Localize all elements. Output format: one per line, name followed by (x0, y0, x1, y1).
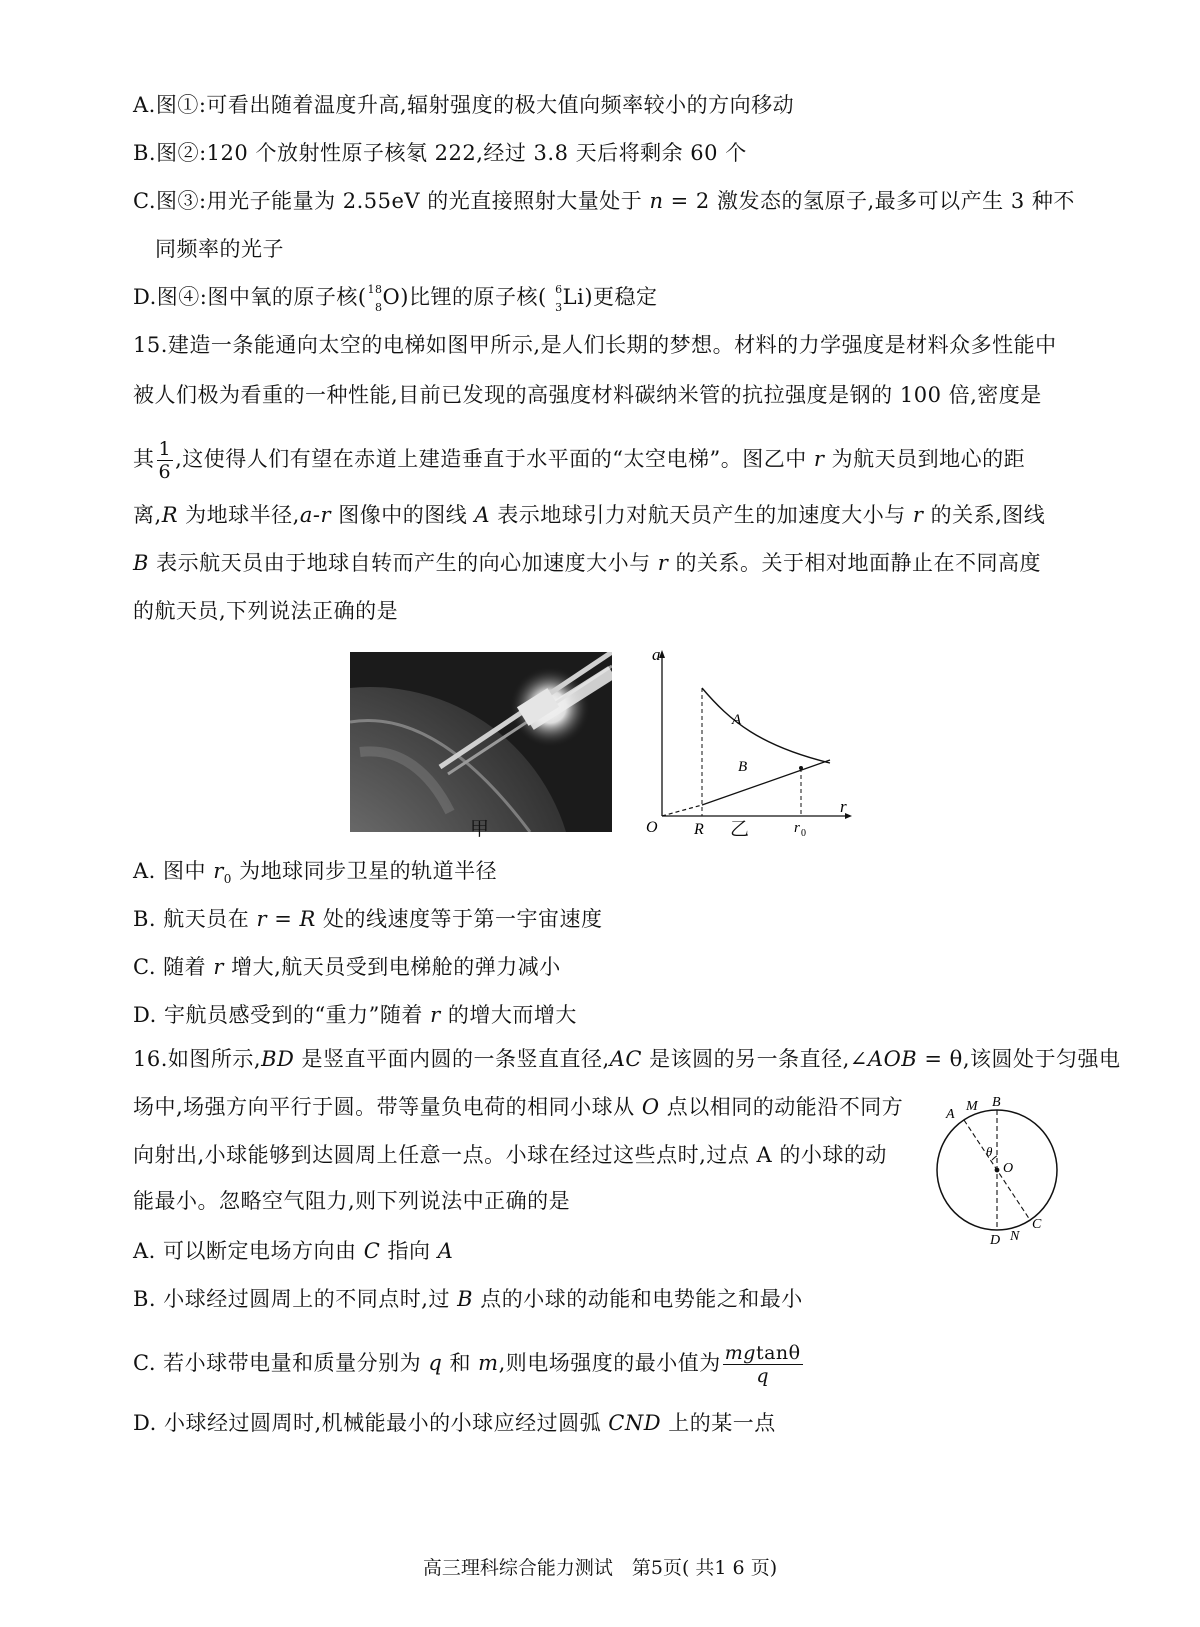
label-o: O (1003, 1161, 1014, 1176)
label-a: A (946, 1107, 955, 1122)
curve-a-label: A (732, 712, 742, 728)
q16-stem-line1: 16.如图所示,BD 是竖直平面内圆的一条竖直直径,AC 是该圆的另一条直径,∠AOB = θ,该圆处于匀强电 (133, 1047, 1121, 1071)
line-b-label: B (738, 759, 748, 775)
q14-option-d: D.图④:图中氧的原子核( 18 8 O)比锂的原子核( 6 3 Li)更稳定 (133, 282, 658, 314)
q16-option-b: B. 小球经过圆周上的不同点时,过 B 点的小球的动能和电势能之和最小 (133, 1287, 803, 1311)
tick-label-r0: r (794, 820, 800, 836)
r-axis-label: r (840, 797, 847, 816)
q15-option-a: A. 图中 $r_0$ 为地球同步卫星的轨道半径 (133, 859, 498, 887)
a-r-graph (640, 646, 855, 836)
label-n: N (1010, 1229, 1020, 1244)
label-m: M (966, 1099, 978, 1114)
q16-stem-line2: 场中,场强方向平行于圆。带等量负电荷的相同小球从 O 点以相同的动能沿不同方 (133, 1095, 904, 1119)
q14-option-a: A.图①:可看出随着温度升高,辐射强度的极大值向频率较小的方向移动 (133, 93, 795, 117)
q15-stem-line5: B 表示航天员由于地球自转而产生的向心加速度大小与 r 的关系。关于相对地面静止在不同高度 (133, 551, 1042, 575)
fraction-mg-tan-theta-over-q: $\frac{mgtan\theta}{q}$ (724, 1342, 801, 1387)
origin-label: O (646, 819, 658, 836)
center-point (995, 1168, 1000, 1173)
lithium-isotope-numbers: 6 3 (555, 282, 563, 314)
q16-option-c: C. 若小球带电量和质量分别为 q 和 m,则电场强度的最小值为 $\frac{mgtan\theta}{q}$ (133, 1342, 801, 1387)
curve-a (702, 688, 830, 763)
q15-stem-line6: 的航天员,下列说法正确的是 (133, 599, 399, 623)
label-b: B (992, 1095, 1001, 1110)
q15-stem-line4: 离,R 为地球半径,a-r 图像中的图线 A 表示地球引力对航天员产生的加速度大小与 r 的关系,图线 (133, 503, 1046, 527)
label-d: D (990, 1233, 1001, 1248)
circle-field-diagram (930, 1092, 1065, 1252)
space-elevator-illustration (350, 652, 612, 832)
q14-option-c-cont: 同频率的光子 (155, 237, 284, 261)
space-elevator-photo (350, 652, 612, 832)
q15-option-d: D. 宇航员感受到的“重力”随着 r 的增大而增大 (133, 1003, 577, 1027)
a-axis-label: a (652, 646, 661, 664)
q14-option-c: C.图③:用光子能量为 2.55eV 的光直接照射大量处于 n = 2 激发态的氢原子,最多可以产生 3 种不 (133, 189, 1075, 213)
q15-stem-line3: 其 $\frac{1}{6}$ ,这使得人们有望在赤道上建造垂直于水平面的“太空电梯”。图乙中 r 为航天员到地心的距 (133, 438, 1026, 483)
tick-label-R: R (694, 821, 704, 836)
q15-option-c: C. 随着 r 增大,航天员受到电梯舱的弹力减小 (133, 955, 561, 979)
label-c: C (1032, 1217, 1042, 1232)
q16-stem-line3: 向射出,小球能够到达圆周上任意一点。小球在经过这些点时,过点 A 的小球的动 (133, 1143, 887, 1167)
q15-option-b: B. 航天员在 r = R 处的线速度等于第一宇宙速度 (133, 907, 603, 931)
label-theta: θ (986, 1144, 993, 1159)
line-b (702, 760, 830, 805)
q15-stem-line2: 被人们极为看重的一种性能,目前已发现的高强度材料碳纳米管的抗拉强度是钢的 100 倍,密度是 (133, 383, 1042, 407)
q16-option-d: D. 小球经过圆周时,机械能最小的小球应经过圆弧 CND 上的某一点 (133, 1411, 776, 1435)
tick-label-r0-sub: 0 (801, 828, 806, 836)
q14-option-b: B.图②:120 个放射性原子核氡 222,经过 3.8 天后将剩余 60 个 (133, 141, 747, 165)
fraction-one-sixth: $\frac{1}{6}$ (158, 438, 172, 483)
page-footer: 高三理科综合能力测试 第5页( 共1 6 页) (422, 1557, 778, 1579)
line-b-dashed (662, 805, 702, 816)
oxygen-isotope-numbers: 18 8 (367, 282, 383, 314)
figure-yi-caption: 乙 (730, 818, 750, 840)
q15-stem-line1: 15.建造一条能通向太空的电梯如图甲所示,是人们长期的梦想。材料的力学强度是材料众多性能中 (133, 333, 1057, 357)
q16-stem-line4: 能最小。忽略空气阻力,则下列说法中正确的是 (133, 1189, 571, 1213)
intersection-point (799, 766, 803, 770)
q16-option-a: A. 可以断定电场方向由 C 指向 A (133, 1239, 454, 1263)
figure-jia-caption: 甲 (470, 818, 490, 840)
